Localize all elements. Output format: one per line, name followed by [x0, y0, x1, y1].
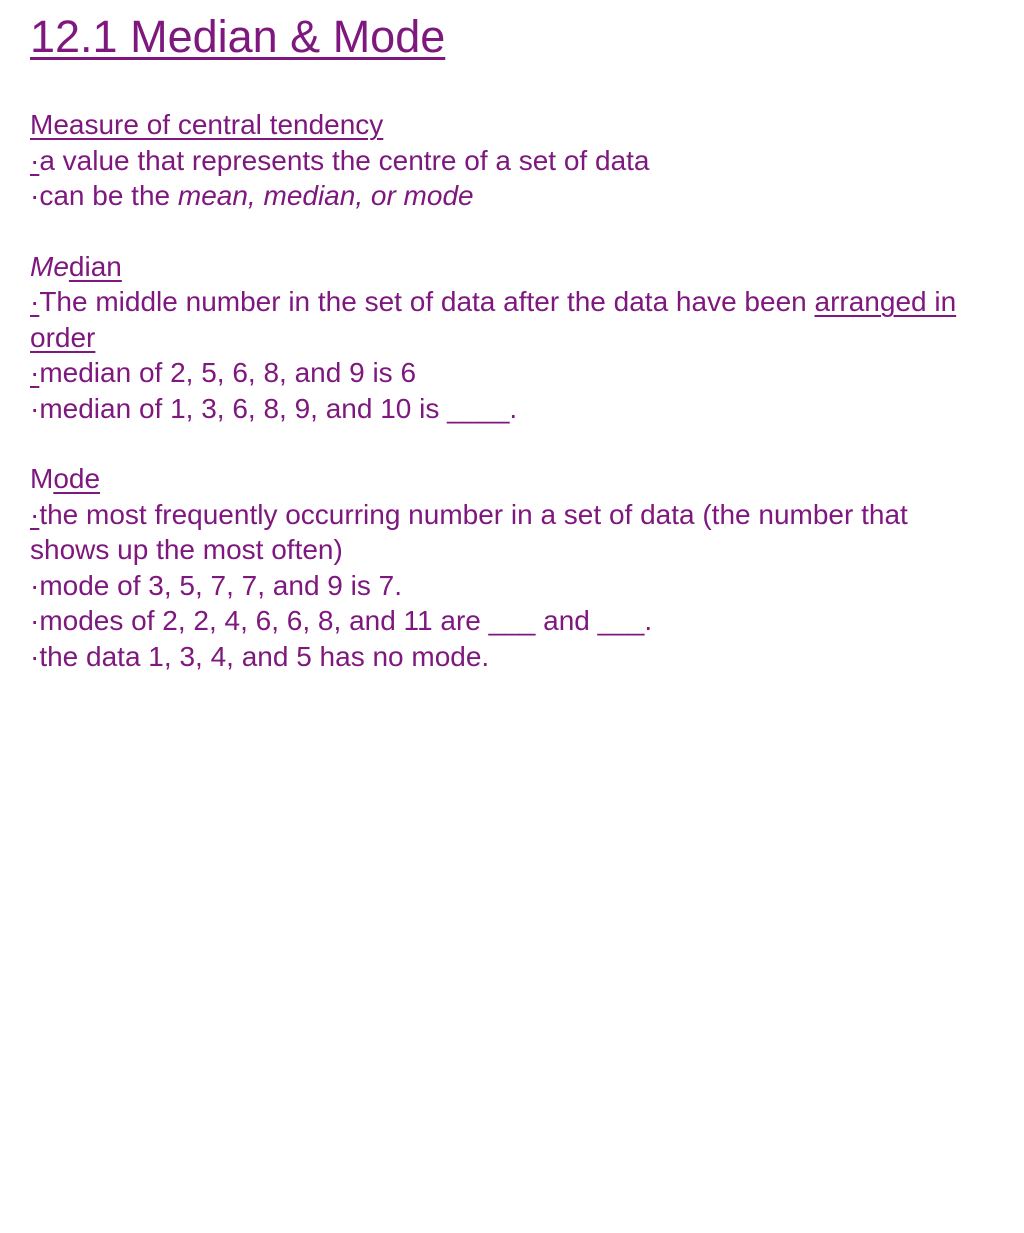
page-title: 12.1 Median & Mode: [30, 11, 446, 62]
text-line: [30, 497, 1004, 533]
text-segment: the data 1, 3, 4, and 5 has no mode.: [39, 640, 490, 672]
text-segment: can be the: [39, 180, 178, 211]
text-segment: median of 2, 5, 6, 8, and 9 is 6: [39, 357, 417, 388]
text-line: [30, 284, 1004, 320]
text-segment: The middle number in the set of data after the data have been: [39, 286, 815, 317]
section-mode: [30, 461, 1004, 674]
text-segment: order: [30, 321, 96, 353]
text-segment: ·: [30, 569, 40, 601]
text-line: [30, 603, 1004, 639]
text-segment: Measure of central tendency: [30, 109, 384, 140]
text-segment: ·: [30, 144, 40, 176]
text-segment: mode of 3, 5, 7, 7, and 9 is 7.: [39, 569, 403, 601]
text-segment: ·: [30, 286, 40, 317]
content-sections: [30, 107, 1004, 674]
text-line: [30, 532, 1004, 568]
text-segment: mean, median, or mode: [177, 180, 474, 211]
text-line: [30, 178, 1004, 214]
text-segment: ·: [30, 498, 40, 530]
text-line: [30, 320, 1004, 356]
text-segment: modes of 2, 2, 4, 6, 6, 8, and 11 are ___ and ___.: [39, 605, 653, 636]
text-segment: shows up the most often): [30, 534, 343, 565]
section-measure-of-central-tendency: [30, 107, 1004, 214]
text-segment: ·: [30, 357, 40, 388]
text-segment: ode: [53, 463, 101, 494]
text-segment: Me: [30, 250, 69, 282]
text-line: [30, 391, 1004, 427]
section-heading: [30, 249, 1004, 285]
text-segment: a value that represents the centre of a set of data: [39, 144, 650, 176]
text-segment: dian: [68, 250, 122, 282]
text-line: [30, 639, 1004, 675]
text-segment: arranged in: [814, 286, 957, 317]
text-segment: median of 1, 3, 6, 8, 9, and 10 is ____.: [39, 392, 518, 424]
text-segment: ·: [30, 392, 40, 424]
text-line: [30, 355, 1004, 391]
text-segment: ·: [30, 640, 40, 672]
section-heading: [30, 461, 1004, 497]
text-segment: ·: [30, 180, 40, 211]
text-line: [30, 568, 1004, 604]
section-median: [30, 249, 1004, 427]
text-segment: M: [30, 463, 54, 494]
text-segment: ·: [30, 605, 40, 636]
text-line: [30, 143, 1004, 179]
section-heading: [30, 107, 1004, 143]
text-segment: the most frequently occurring number in a set of data (the number that: [39, 498, 908, 530]
